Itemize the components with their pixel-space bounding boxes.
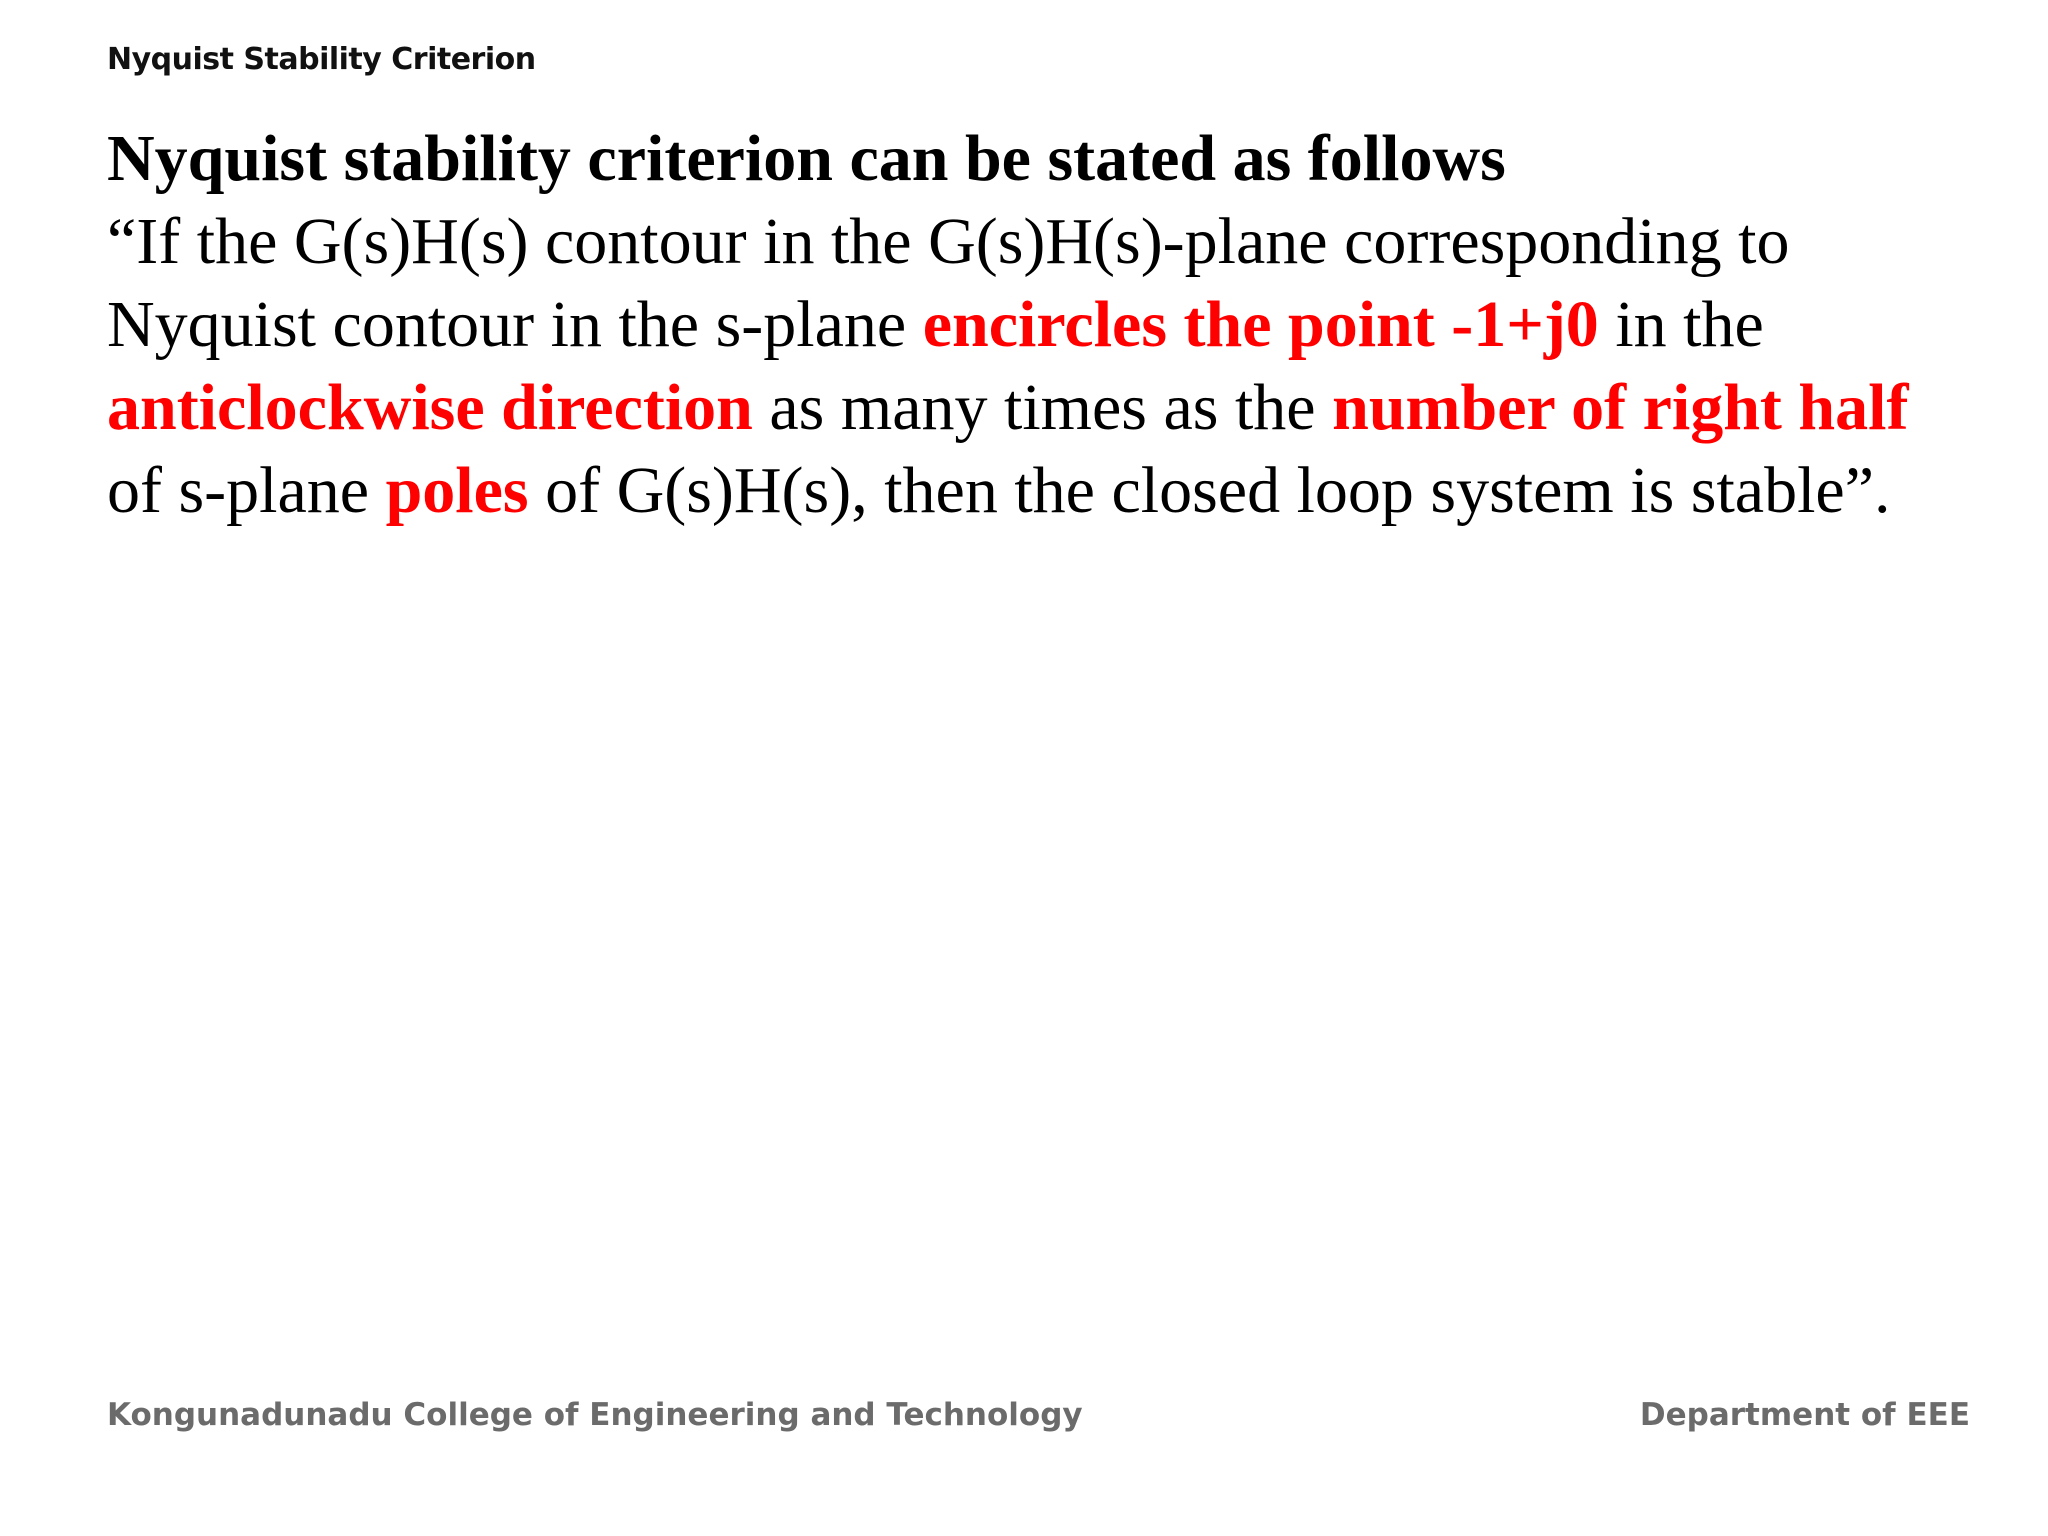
statement-emphasis: anticlockwise direction <box>107 371 753 444</box>
statement-text: Nyquist contour in the s-plane <box>107 288 923 361</box>
statement-line-4 <box>107 449 1987 532</box>
statement-line-1 <box>107 200 1987 283</box>
statement-text: in the <box>1598 288 1764 361</box>
statement-text: of G(s)H(s), then the closed loop system is stable”. <box>528 454 1891 527</box>
statement-text: “If the G(s)H(s) contour in the G(s)H(s)-plane corresponding to <box>107 205 1790 278</box>
statement-emphasis: encircles the point -1+j0 <box>922 288 1599 361</box>
statement-line-3 <box>107 366 1987 449</box>
statement-text: as many times as the <box>752 371 1333 444</box>
statement-emphasis: number of right half <box>1332 371 1909 444</box>
statement-text: of s-plane <box>107 454 386 527</box>
slide-header-title: Nyquist Stability Criterion <box>107 42 536 77</box>
footer-department: Department of EEE <box>1639 1397 1970 1433</box>
footer-institution: Kongunadunadu College of Engineering and Technology <box>107 1397 1083 1433</box>
statement-emphasis: poles <box>385 454 529 527</box>
slide-body <box>107 118 1987 532</box>
statement-line-2 <box>107 283 1987 366</box>
criterion-heading: Nyquist stability criterion can be stated as follows <box>107 122 1506 195</box>
